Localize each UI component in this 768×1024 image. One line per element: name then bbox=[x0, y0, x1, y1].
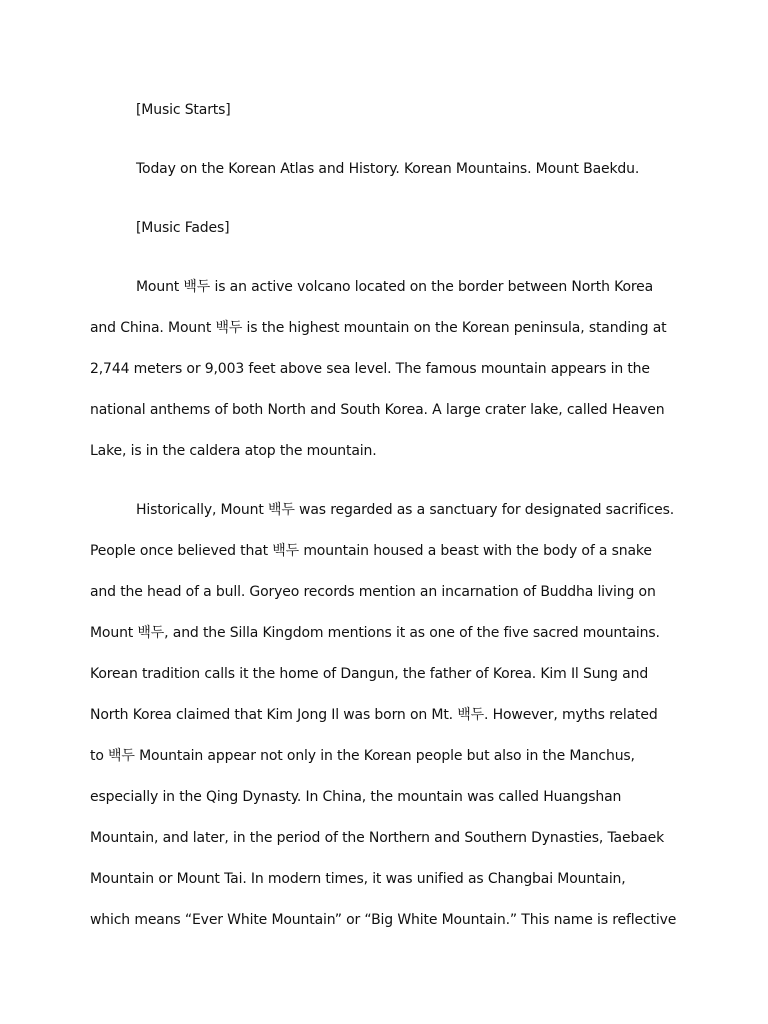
text-line: and the head of a bull. Goryeo records mention an incarnation of Buddha living on bbox=[90, 584, 656, 600]
text-line: especially in the Qing Dynasty. In China, the mountain was called Huangshan bbox=[90, 789, 622, 805]
paragraph-history bbox=[90, 490, 682, 941]
document-body bbox=[90, 90, 682, 959]
text-line: Mount 백두, and the Silla Kingdom mentions it as one of the five sacred mountains. bbox=[90, 625, 660, 641]
paragraph-music-starts bbox=[90, 90, 682, 131]
text-line: national anthems of both North and South Korea. A large crater lake, called Heaven bbox=[90, 402, 665, 418]
paragraph-intro bbox=[90, 149, 682, 190]
text-line: Mountain or Mount Tai. In modern times, it was unified as Changbai Mountain, bbox=[90, 871, 626, 887]
paragraph-music-fades bbox=[90, 208, 682, 249]
text-line: to 백두 Mountain appear not only in the Korean people but also in the Manchus, bbox=[90, 748, 635, 764]
text-line: and China. Mount 백두 is the highest mountain on the Korean peninsula, standing at bbox=[90, 320, 667, 336]
text-line: People once believed that 백두 mountain housed a beast with the body of a snake bbox=[90, 543, 652, 559]
text-line: Mountain, and later, in the period of the Northern and Southern Dynasties, Taebaek bbox=[90, 830, 665, 846]
text-line: [Music Starts] bbox=[136, 102, 231, 118]
text-line: 2,744 meters or 9,003 feet above sea level. The famous mountain appears in the bbox=[90, 361, 650, 377]
text-line: which means “Ever White Mountain” or “Big White Mountain.” This name is reflective bbox=[90, 912, 677, 928]
text-line: Historically, Mount 백두 was regarded as a sanctuary for designated sacrifices. bbox=[136, 502, 675, 518]
text-line: Korean tradition calls it the home of Dangun, the father of Korea. Kim Il Sung and bbox=[90, 666, 649, 682]
text-line: Lake, is in the caldera atop the mountain. bbox=[90, 443, 377, 459]
text-line: [Music Fades] bbox=[136, 220, 230, 236]
text-line: Today on the Korean Atlas and History. Korean Mountains. Mount Baekdu. bbox=[136, 161, 640, 177]
text-line: North Korea claimed that Kim Jong Il was born on Mt. 백두. However, myths related bbox=[90, 707, 658, 723]
paragraph-volcano bbox=[90, 267, 682, 472]
text-line: Mount 백두 is an active volcano located on the border between North Korea bbox=[136, 279, 654, 295]
